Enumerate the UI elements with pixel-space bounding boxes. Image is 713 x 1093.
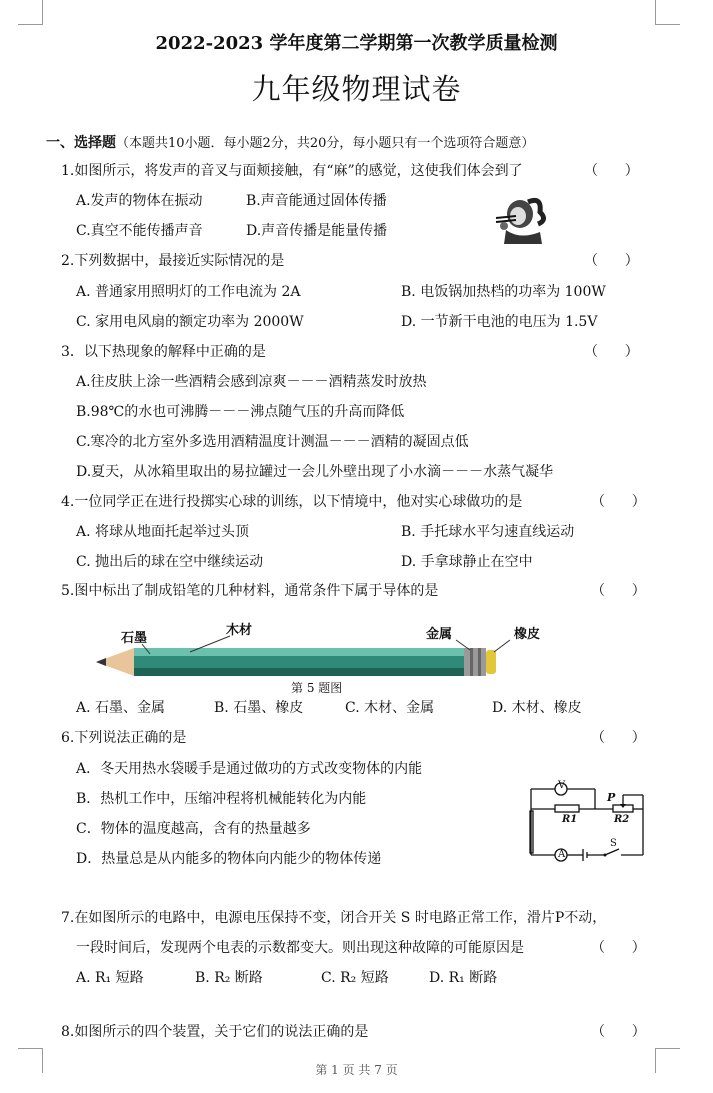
option: D. R₁ 断路 (429, 970, 498, 986)
question-stem: 4.一位同学正在进行投掷实心球的训练，以下情境中，他对实心球做功的是 (61, 494, 523, 510)
option: D.夏天，从冰箱里取出的易拉罐过一会儿外壁出现了小水滴－－－水蒸气凝华 (76, 464, 554, 480)
option: A.往皮肤上涂一些酒精会感到凉爽－－－酒精蒸发时放热 (76, 374, 427, 390)
answer-paren[interactable]: （ ） (591, 494, 646, 510)
corner-mark (18, 0, 43, 25)
option: B.声音能通过固体传播 (246, 193, 387, 209)
question-stem: 6.下列说法正确的是 (61, 730, 187, 746)
option: B．热机工作中，压缩冲程将机械能转化为内能 (76, 791, 367, 807)
option: D.声音传播是能量传播 (246, 223, 388, 239)
option: D．热量总是从内能多的物体向内能少的物体传递 (76, 851, 382, 867)
option: C. 木材、金属 (345, 700, 435, 716)
r1-label: R1 (562, 814, 578, 825)
answer-paren[interactable]: （ ） (584, 344, 639, 360)
tuning-fork-figure (490, 190, 552, 246)
section-label: 一、选择题 (46, 135, 116, 151)
option: C. 家用电风扇的额定功率为 2000W (76, 314, 304, 330)
circuit-figure (525, 775, 650, 865)
option: B. 石墨、橡皮 (214, 700, 304, 716)
option: D. 木材、橡皮 (492, 700, 582, 716)
option: C．物体的温度越高，含有的热量越多 (76, 821, 311, 837)
option: A.发声的物体在振动 (76, 193, 203, 209)
answer-paren[interactable]: （ ） (584, 163, 639, 179)
label-graphite: 石墨 (121, 631, 148, 646)
exam-title: 2022-2023 学年度第二学期第一次教学质量检测 (155, 33, 558, 54)
option: B.98℃的水也可沸腾－－－沸点随气压的升高而降低 (76, 404, 405, 420)
option: C. R₂ 短路 (321, 970, 389, 986)
voltmeter-label: V (558, 780, 566, 791)
option: B. 手托球水平匀速直线运动 (401, 524, 575, 540)
option: C.真空不能传播声音 (76, 223, 203, 239)
section-note: （本题共10小题．每小题2分，共20分，每小题只有一个选项符合题意） (116, 136, 535, 151)
answer-paren[interactable]: （ ） (584, 253, 639, 269)
question-stem: 8.如图所示的四个装置，关于它们的说法正确的是 (61, 1024, 369, 1040)
option: B. R₂ 断路 (195, 970, 263, 986)
option: C.寒冷的北方室外多选用酒精温度计测温－－－酒精的凝固点低 (76, 434, 469, 450)
section-heading (46, 134, 534, 153)
option: D. 一节新干电池的电压为 1.5V (401, 314, 598, 330)
question-stem: 1.如图所示，将发声的音叉与面颊接触，有“麻”的感觉，这使我们体会到了 (61, 163, 523, 179)
ammeter-label: A (558, 849, 566, 860)
pencil-figure (90, 618, 550, 680)
question-stem-cont: 一段时间后，发现两个电表的示数都变大。则出现这种故障的可能原因是 (76, 940, 524, 956)
question-stem: 7.在如图所示的电路中，电源电压保持不变，闭合开关 S 时电路正常工作，滑片P不动， (61, 910, 607, 926)
exam-subtitle: 九年级物理试卷 (251, 72, 462, 106)
switch-label: S (610, 838, 617, 849)
corner-mark (655, 0, 680, 25)
option: A. 普通家用照明灯的工作电流为 2A (76, 284, 301, 300)
answer-paren[interactable]: （ ） (591, 1024, 646, 1040)
option: A. 石墨、金属 (76, 700, 166, 716)
r2-label: R2 (614, 814, 630, 825)
option: D. 手拿球静止在空中 (401, 554, 533, 570)
label-eraser: 橡皮 (514, 627, 541, 642)
option: A. R₁ 短路 (76, 970, 144, 986)
answer-paren[interactable]: （ ） (591, 583, 646, 599)
label-wood: 木材 (226, 623, 253, 638)
question-stem: 2.下列数据中，最接近实际情况的是 (61, 253, 285, 269)
question-stem: 3．以下热现象的解释中正确的是 (61, 344, 266, 360)
slider-label: P (607, 791, 616, 804)
option: A．冬天用热水袋暖手是通过做功的方式改变物体的内能 (76, 761, 423, 777)
answer-paren[interactable]: （ ） (591, 940, 646, 956)
page-footer: 第 1 页 共 7 页 (315, 1063, 398, 1077)
option: A. 将球从地面托起举过头顶 (76, 524, 250, 540)
option: B. 电饭锅加热档的功率为 100W (401, 284, 606, 300)
label-metal: 金属 (426, 627, 453, 642)
option: C. 抛出后的球在空中继续运动 (76, 554, 264, 570)
answer-paren[interactable]: （ ） (591, 730, 646, 746)
figure-caption: 第 5 题图 (291, 681, 343, 695)
question-stem: 5.图中标出了制成铅笔的几种材料，通常条件下属于导体的是 (61, 583, 439, 599)
